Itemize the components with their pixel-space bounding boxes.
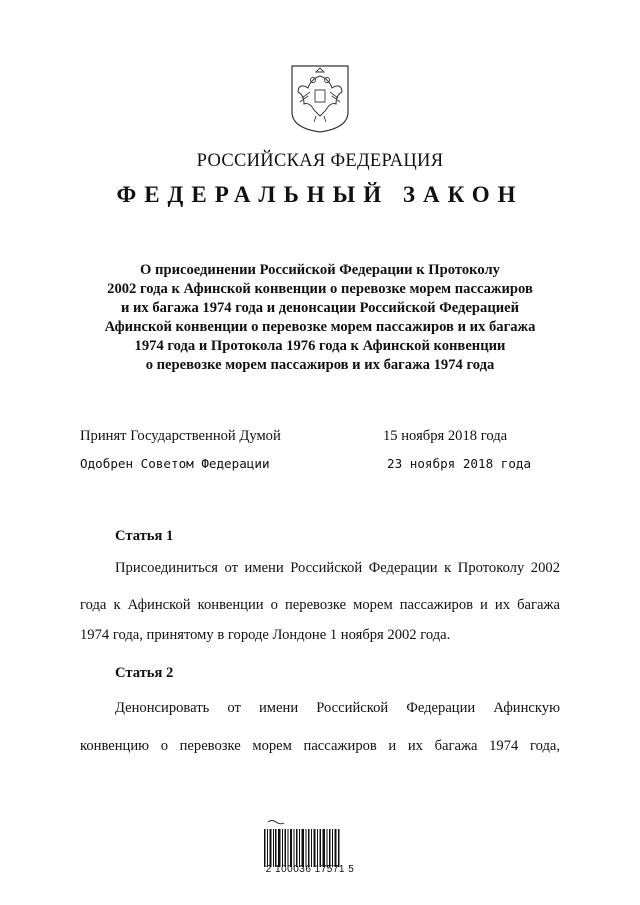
article-2-line: Денонсировать от имени Российской Федерации Афинскую: [115, 700, 560, 716]
adoption-label: Одобрен Советом Федерации: [80, 456, 270, 471]
law-title: [80, 261, 560, 375]
title-line: 2002 года к Афинской конвенции о перевозке морем пассажиров: [107, 281, 533, 297]
adoption-label: Принят Государственной Думой: [80, 428, 281, 444]
country-heading: РОССИЙСКАЯ ФЕДЕРАЦИЯ: [196, 151, 444, 171]
coat-of-arms-icon: [288, 62, 352, 134]
title-line: О присоединении Российской Федерации к Протоколу: [140, 262, 500, 278]
document-type-heading: ФЕДЕРАЛЬНЫЙ ЗАКОН: [116, 182, 524, 207]
article-1-line: года к Афинской конвенции о перевозке морем пассажиров и их багажа: [80, 597, 560, 613]
adoption-date: 15 ноября 2018 года: [383, 428, 508, 444]
article-1-line: Присоединиться от имени Российской Федерации к Протоколу 2002: [115, 560, 560, 576]
article-1-line: 1974 года, принятому в городе Лондоне 1 ноября 2002 года.: [80, 627, 451, 643]
article-2-line: конвенцию о перевозке морем пассажиров и их багажа 1974 года,: [80, 738, 560, 754]
signature-mark-icon: [268, 821, 284, 824]
title-line: и их багажа 1974 года и денонсации Российской Федерацией: [120, 300, 520, 316]
title-line: о перевозке морем пассажиров и их багажа 1974 года: [145, 357, 495, 373]
article-1-heading: Статья 1: [115, 528, 174, 544]
barcode-number: 2 100036 17571 5: [265, 864, 355, 875]
title-line: 1974 года и Протокола 1976 года к Афинской конвенции: [134, 338, 506, 354]
article-2-heading: Статья 2: [115, 665, 174, 681]
adoption-date: 23 ноября 2018 года: [387, 456, 532, 471]
title-line: Афинской конвенции о перевозке морем пассажиров и их багажа: [104, 319, 536, 335]
